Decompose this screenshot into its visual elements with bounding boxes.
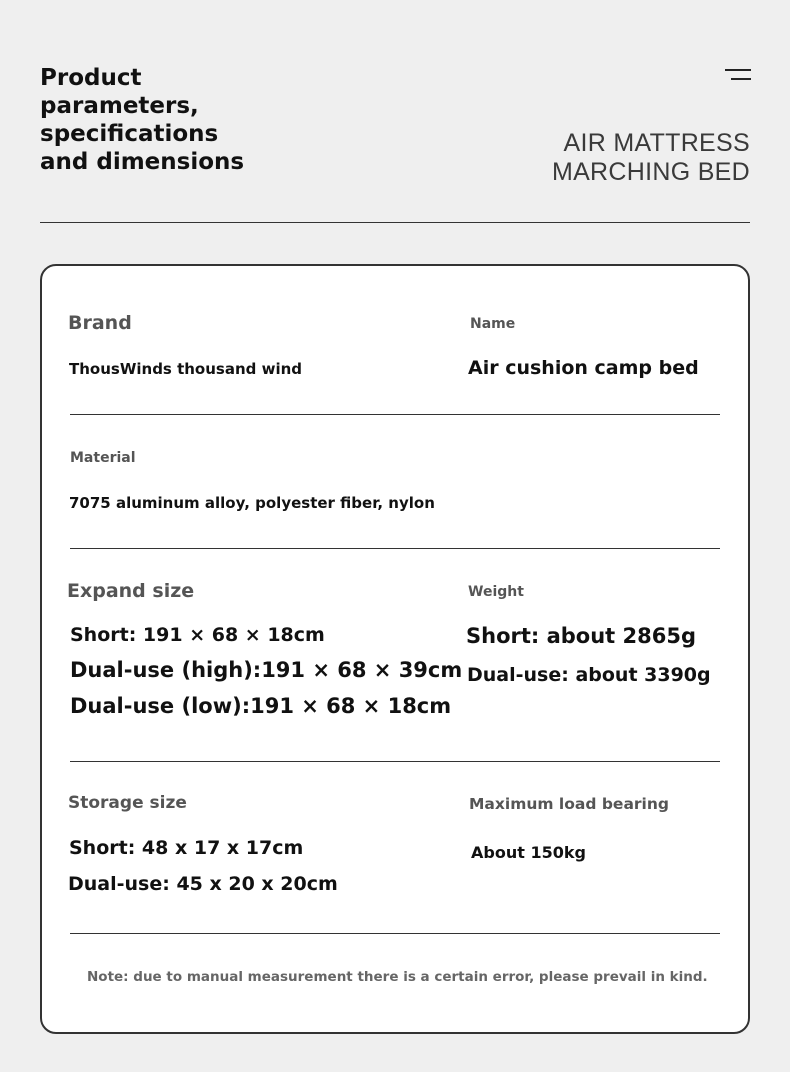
row-divider <box>70 933 720 934</box>
name-value: Air cushion camp bed <box>468 357 699 379</box>
name-label: Name <box>470 316 516 332</box>
expand-size-dual-low: Dual-use (low):191 × 68 × 18cm <box>70 694 452 718</box>
subtitle-line: AIR MATTRESS <box>563 129 750 157</box>
brand-label: Brand <box>68 312 132 334</box>
row-divider <box>70 548 720 549</box>
material-label: Material <box>70 450 136 466</box>
product-subtitle <box>552 129 750 187</box>
row-divider <box>70 414 720 415</box>
storage-size-label: Storage size <box>68 793 187 813</box>
menu-icon[interactable] <box>725 69 751 83</box>
subtitle-line: MARCHING BED <box>551 158 750 186</box>
row-divider <box>70 761 720 762</box>
material-value: 7075 aluminum alloy, polyester fiber, nylon <box>69 494 435 512</box>
expand-size-label: Expand size <box>67 580 195 602</box>
brand-value: ThousWinds thousand wind <box>69 360 303 378</box>
spec-card <box>40 264 750 1034</box>
weight-label: Weight <box>468 584 524 600</box>
max-load-label: Maximum load bearing <box>469 795 669 813</box>
expand-size-dual-high: Dual-use (high):191 × 68 × 39cm <box>70 658 463 682</box>
max-load-value: About 150kg <box>471 843 586 862</box>
storage-size-dual: Dual-use: 45 x 20 x 20cm <box>68 873 338 895</box>
title-line: parameters, <box>40 93 199 119</box>
storage-size-short: Short: 48 x 17 x 17cm <box>69 837 304 859</box>
header-divider <box>40 222 750 223</box>
measurement-note: Note: due to manual measurement there is a certain error, please prevail in kind. <box>87 969 708 985</box>
title-line: Product <box>40 65 142 91</box>
expand-size-short: Short: 191 × 68 × 18cm <box>70 624 325 646</box>
page-title <box>40 64 360 176</box>
weight-dual: Dual-use: about 3390g <box>467 664 711 686</box>
title-line: and dimensions <box>40 149 245 175</box>
title-line: specifications <box>40 121 219 147</box>
weight-short: Short: about 2865g <box>466 624 697 648</box>
